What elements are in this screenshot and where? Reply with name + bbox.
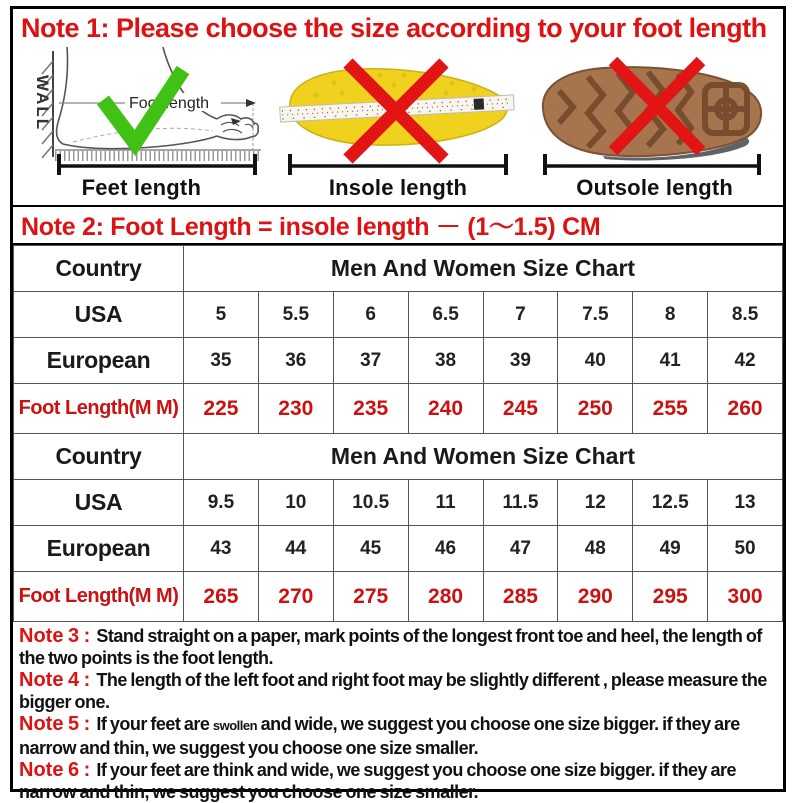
measure-bracket [59,154,255,175]
foot-length-arrow-label: Foot length [129,95,210,112]
note-text: The length of the left foot and right foot may be slightly different , please measure the bigger one. [19,670,767,712]
size-value-cell: 39 [483,338,558,384]
size-value-cell: 270 [258,572,333,622]
size-value-cell: 47 [483,526,558,572]
row-label-cell: USA [14,292,184,338]
chart-data-row [14,384,783,434]
row-label-cell: Foot Length(M M) [14,384,184,434]
size-value-cell: 230 [258,384,333,434]
size-value-cell: 290 [558,572,633,622]
size-value-cell: 41 [633,338,708,384]
size-value-cell: 295 [633,572,708,622]
note-item [19,625,777,669]
note-text: swollen [212,718,258,733]
size-value-cell: 48 [558,526,633,572]
size-value-cell: 8 [633,292,708,338]
size-value-cell: 44 [258,526,333,572]
measure-bracket [290,154,506,175]
chart-header-row [14,434,783,480]
size-value-cell: 7.5 [558,292,633,338]
insole-length-label: Insole length [328,175,468,200]
row-label-cell: USA [14,480,184,526]
note2-title: Note 2: Foot Length = insole length － (1～1.5) CM [13,205,783,245]
size-value-cell: 36 [258,338,333,384]
size-value-cell: 40 [558,338,633,384]
chart-data-row [14,292,783,338]
note1-title: Note 1: Please choose the size according to your foot length [21,12,767,43]
wall-label: WALL [33,75,53,132]
note-prefix: Note 5 : [19,713,91,735]
size-value-cell: 5.5 [258,292,333,338]
insole-illustration [276,47,520,175]
size-value-cell: 49 [633,526,708,572]
note-prefix: Note 6 : [19,759,91,781]
size-value-cell: 8.5 [708,292,783,338]
size-value-cell: 5 [184,292,259,338]
size-value-cell: 265 [184,572,259,622]
size-value-cell: 7 [483,292,558,338]
feet-length-label: Feet length [81,175,202,200]
note-text: and wide, we suggest you choose one size bigger. if they are narrow and thin, we suggest you choose one size smaller. [19,714,740,758]
size-value-cell: 280 [408,572,483,622]
size-value-cell: 6 [333,292,408,338]
size-value-cell: 11.5 [483,480,558,526]
size-value-cell: 260 [708,384,783,434]
ruler [55,150,261,156]
size-value-cell: 275 [333,572,408,622]
size-value-cell: 9.5 [184,480,259,526]
size-value-cell: 43 [184,526,259,572]
size-value-cell: 46 [408,526,483,572]
size-value-cell: 35 [184,338,259,384]
country-header-cell: Country [14,434,184,480]
foot-measure-illustration [13,47,269,175]
chart-data-row [14,572,783,622]
chart-data-row [14,526,783,572]
size-value-cell: 38 [408,338,483,384]
feet-length-figure [13,47,270,205]
size-value-cell: 10 [258,480,333,526]
size-value-cell: 11 [408,480,483,526]
size-value-cell: 245 [483,384,558,434]
chart-header-row [14,246,783,292]
size-chart-body [14,246,783,622]
note-text: Stand straight on a paper, mark points of the longest front toe and heel, the length of the two points is the foot length. [19,626,762,668]
size-value-cell: 50 [708,526,783,572]
note-item [19,759,777,803]
outsole-length-label: Outsole length [576,175,734,200]
size-value-cell: 300 [708,572,783,622]
insole-length-figure [270,47,527,205]
note-text: If your feet are think and wide, we suggest you choose one size bigger. if they are narrow and thin, we suggest you choose one size smaller. [19,760,737,802]
size-value-cell: 225 [184,384,259,434]
row-label-cell: European [14,526,184,572]
size-value-cell: 45 [333,526,408,572]
size-value-cell: 10.5 [333,480,408,526]
size-value-cell: 6.5 [408,292,483,338]
note-item [19,713,777,759]
measure-bracket [545,154,759,175]
size-value-cell: 13 [708,480,783,526]
chart-data-row [14,480,783,526]
size-chart-title-cell: Men And Women Size Chart [184,246,783,292]
notes-section [13,622,783,803]
note-item [19,669,777,713]
outsole-length-figure [526,47,783,205]
size-value-cell: 12.5 [633,480,708,526]
size-chart-table [13,245,783,622]
note-text: If your feet are [96,714,213,734]
note-prefix: Note 3 : [19,625,91,647]
row-label-cell: European [14,338,184,384]
size-chart-title-cell: Men And Women Size Chart [184,434,783,480]
size-value-cell: 37 [333,338,408,384]
size-value-cell: 250 [558,384,633,434]
note-prefix: Note 4 : [19,669,91,691]
size-value-cell: 42 [708,338,783,384]
outsole-illustration [533,47,777,175]
size-value-cell: 285 [483,572,558,622]
size-value-cell: 12 [558,480,633,526]
size-value-cell: 255 [633,384,708,434]
row-label-cell: Foot Length(M M) [14,572,184,622]
chart-data-row [14,338,783,384]
size-value-cell: 235 [333,384,408,434]
size-guide-panel [10,6,786,802]
country-header-cell: Country [14,246,184,292]
illustrations-row [13,47,783,205]
size-value-cell: 240 [408,384,483,434]
